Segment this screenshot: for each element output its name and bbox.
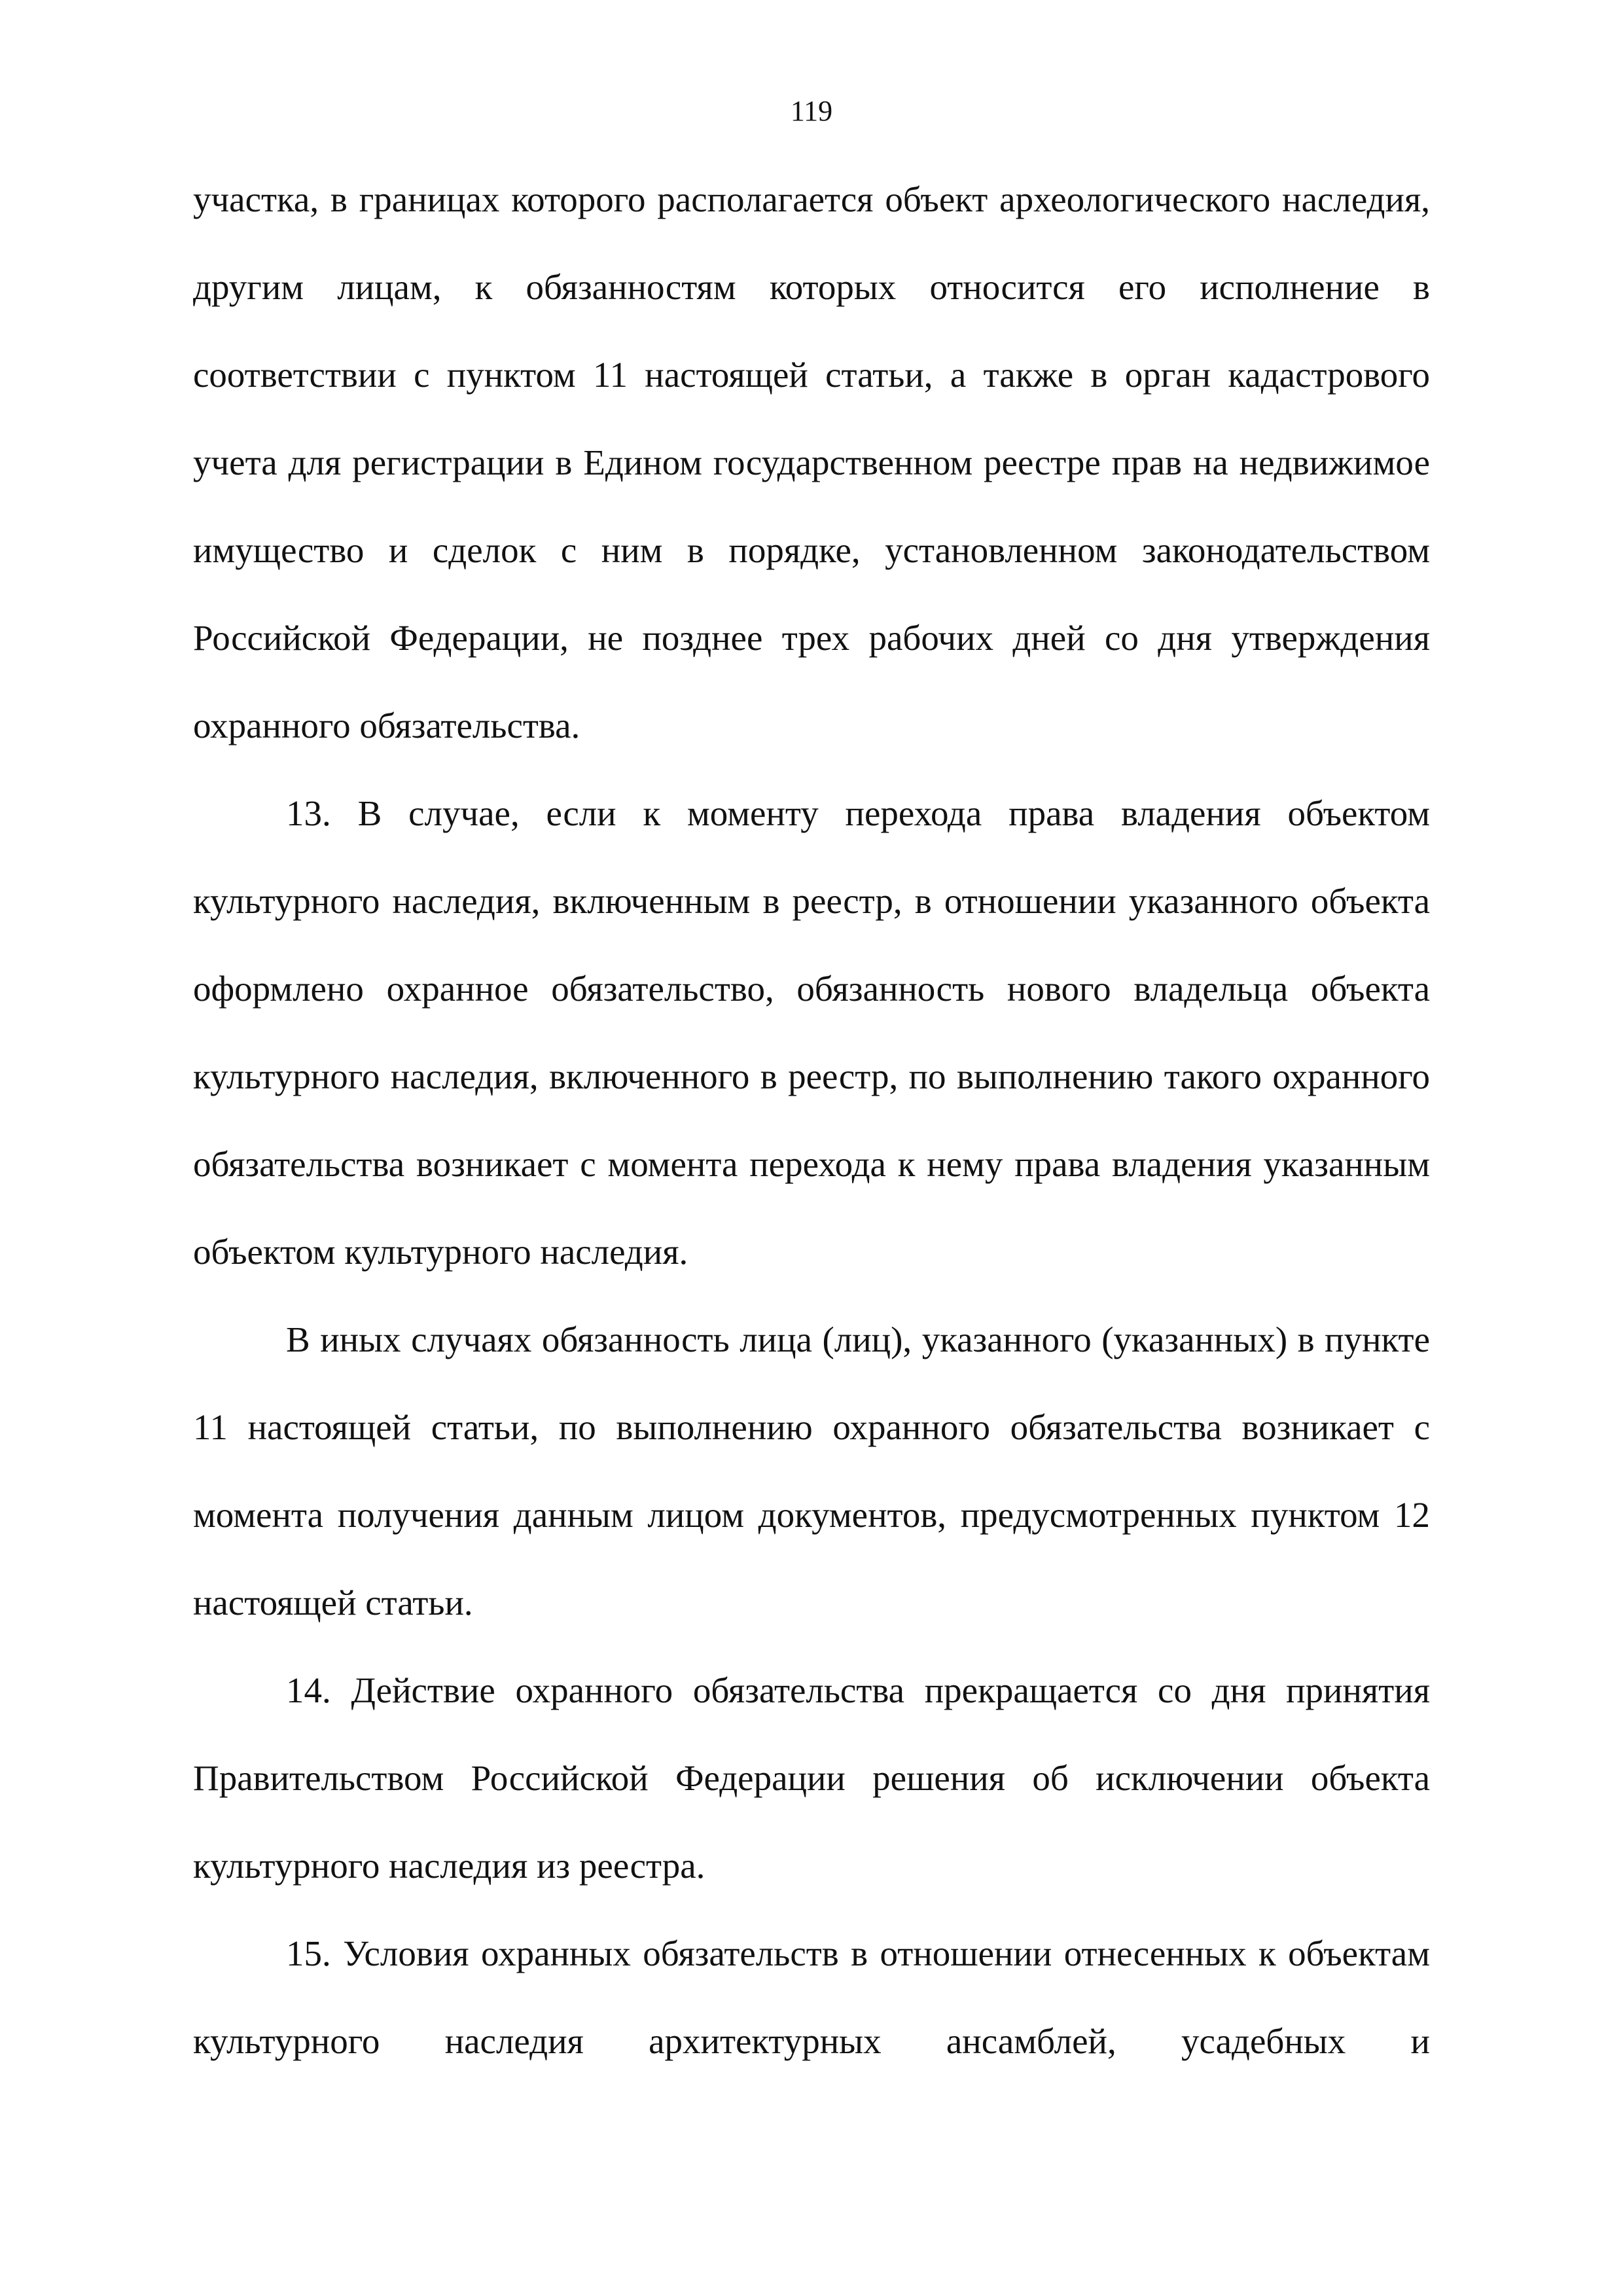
paragraph-item-14: 14. Действие охранного обязательства прекращается со дня принятия Правительством Российской Федерации решения об исключении объекта культурного наследия из реестра. [193,1670,1430,1886]
paragraph-continuation: участка, в границах которого располагается объект археологического наследия, другим лицам, к обязанностям которых относится его исполнение в соответствии с пунктом 11 настоящей статьи, а также в орган кадастрового учета для регистрации в Едином государственном реестре прав на недвижимое имущество и сделок с ним в порядке, установленном законодательством Российской Федерации, не позднее трех рабочих дней со дня утверждения охранного обязательства. [193,179,1430,745]
paragraph-item-15: 15. Условия охранных обязательств в отношении отнесенных к объектам культурного наследия архитектурных ансамблей, усадебных и [193,1933,1430,2061]
paragraph-item-13: 13. В случае, если к моменту перехода права владения объектом культурного наследия, включенным в реестр, в отношении указанного объекта оформлено охранное обязательство, обязанность нового владельца объекта культурного наследия, включенного в реестр, по выполнению такого охранного обязательства возникает с момента перехода к нему права владения указанным объектом культурного наследия. [193,793,1430,1272]
document-body [193,156,1430,2085]
page-number: 119 [790,95,833,127]
paragraph-item-13-other-cases: В иных случаях обязанность лица (лиц), указанного (указанных) в пункте 11 настоящей статьи, по выполнению охранного обязательства возникает с момента получения данным лицом документов, предусмотренных пунктом 12 настоящей статьи. [193,1319,1430,1623]
